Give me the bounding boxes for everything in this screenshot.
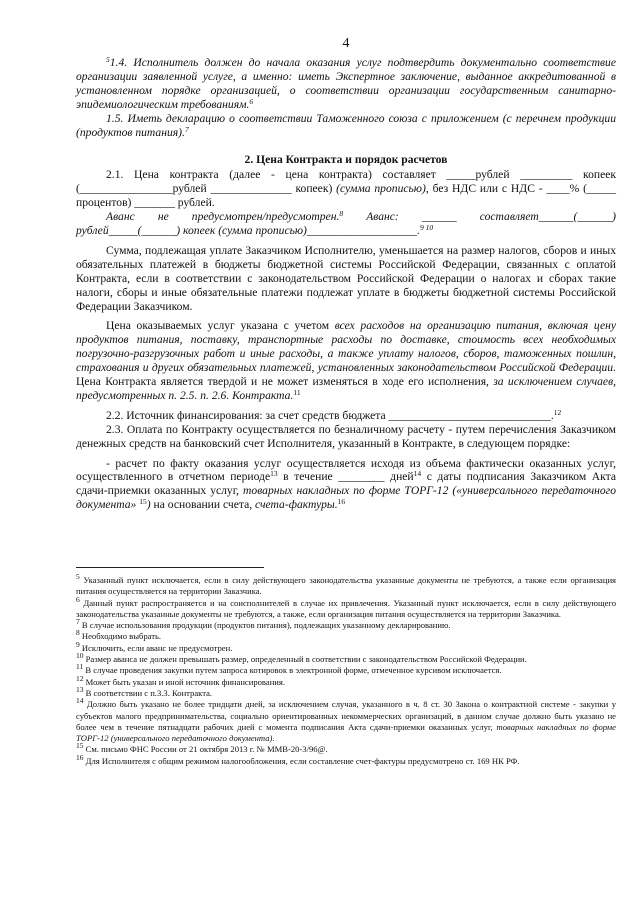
footnote-12: $^{12}$ Может быть указан и иной источник финансирования. <box>76 673 285 687</box>
footnote-5: $^5$ Указанный пункт исключается, если в силу действующего законодательства указанные документы не требуются, а также если организация питания осуществляется на территории Заказчика. <box>76 572 616 597</box>
footnote-ref[interactable]: 6 <box>249 96 254 106</box>
contract-body <box>76 56 616 512</box>
paragraph-cena: Цена оказываемых услуг указана с учетом всех расходов на организацию питания, включая цену продуктов питания, поставку, транспортные расходы по доставке, стоимость всех необходимых погрузочно-разгрузочных работ и иные расходы, а также уплату налогов, сборов, таможенных пошлин, страхования и других обязательных платежей, установленных законодательством Российской Федерации. Цена Контракта является твердой и не может изменяться в ходе его исполнения, за исключением случаев, предусмотренных п. 2.5. п. 2.6. Контракта.$^{11}$ <box>76 319 616 402</box>
footnote-8: $^8$ Необходимо выбрать. <box>76 628 162 642</box>
paragraph-raschet: - расчет по факту оказания услуг осуществляется исходя из объема фактически оказанных услуг, осуществленного в отчетном периоде$^{13}$ в течение ________ дней$^{14}$ с даты подписания Заказчиком Акта сдачи-приемки оказанных услуг, товарных накладных по форме ТОРГ-12 («универсального передаточного документа» $^{15}$) на основании счета, счета-фактуры.$^{16}$ <box>76 456 616 512</box>
footnote-divider <box>76 567 264 568</box>
paragraph-avans: Аванс не предусмотрен/предусмотрен.$^8$ Аванс: ______ составляет______(______) рублей_____(______) копеек (сумма прописью)___________________.$^{9 10}$ <box>76 209 616 237</box>
footnote-ref[interactable]: 8 <box>339 209 344 219</box>
footnote-ref[interactable]: 13 <box>270 469 278 479</box>
paragraph-2-3: 2.3. Оплата по Контракту осуществляется по безналичному расчету - путем перечисления Заказчиком денежных средств на банковский счет Исполнителя, указанный в Контракте, в следующем порядке: <box>76 422 616 450</box>
paragraph-1-4: $^5$1.4. Исполнитель должен до начала оказания услуг подтвердить документально соответствие организации заявленной услуге, а именно: иметь Экспертное заключение, выданное аккредитованной в установленном порядке организацией, о соответствии организации государственным санитарно-эпидемиологическим требованиям.$^6$ <box>76 55 616 111</box>
footnote-ref[interactable]: 14 <box>413 469 422 479</box>
page-number: 4 <box>342 36 350 51</box>
footnote-ref[interactable]: 5 <box>106 55 110 64</box>
footnote-14: $^{14}$ Должно быть указано не более тридцати дней, за исключением случая, указанного в ч. 8 ст. 30 Закона о контрактной системе - закупки у субъектов малого предпринимательства, социально ориентированных некоммерческих организаций, в данном случае должно быть указано не более чем в течение пятнадцати рабочих дней с момента подписания Акта сдачи-приемки оказанных услуг, товарных накладных по форме ТОРГ-12 (универсального передаточного документа). <box>76 696 616 744</box>
paragraph-2-2: 2.2. Источник финансирования: за счет средств бюджета ____________________________.$^{12}$ <box>106 407 562 422</box>
footnote-13: $^{13}$ В соответствии с п.3.3. Контракта. <box>76 684 213 698</box>
footnote-ref[interactable]: 9 10 <box>419 222 434 232</box>
footnote-16: $^{16}$ Для Исполнителя с общим режимом налогообложения, если составление счет-фактуры предусмотрено ст. 169 НК РФ. <box>76 752 520 766</box>
paragraph-summa: Сумма, подлежащая уплате Заказчиком Исполнителю, уменьшается на размер налогов, сборов и иных обязательных платежей в бюджеты бюджетной системы Российской Федерации, связанных с оплатой Контракта, если в соответствии с законодательством Российской Федерации о налогах и сборах такие налоги, сборы и иные обязательные платежи подлежат уплате в бюджеты бюджетной системы Российской Федерации Заказчиком. <box>76 243 616 313</box>
section-2-heading: 2. Цена Контракта и порядок расчетов <box>244 153 448 167</box>
footnote-6: $^6$ Данный пункт распространяется и на соисполнителей в случае их привлечения. Указанный пункт исключается, если в силу действующего законодательства указанные документы не требуются, а также, если организация питания осуществляется на территории Заказчика. <box>76 594 616 619</box>
footnote-11: $^{11}$ В случае проведения закупки путем запроса котировок в электронной форме, отмеченное курсивом исключается. <box>76 662 502 676</box>
footnotes <box>76 572 616 767</box>
footnote-ref[interactable]: 12 <box>553 407 562 417</box>
footnote-ref[interactable]: 16 <box>337 497 346 507</box>
footnote-ref[interactable]: 11 <box>293 387 301 397</box>
paragraph-1-5: 1.5. Иметь декларацию о соответствии Таможенного союза с приложением (с перечнем продукции (продуктов питания).$^7$ <box>76 111 616 139</box>
footnote-15: $^{15}$ См. письмо ФНС России от 21 октября 2013 г. № ММВ-20-3/96@. <box>76 741 328 755</box>
paragraph-2-1: 2.1. Цена контракта (далее - цена контракта) составляет _____рублей _________ копеек (________________рублей ______________ копеек) (сумма прописью), без НДС или с НДС - ____% (_____ процентов) _______ рублей. <box>76 168 617 210</box>
footnote-9: $^9$ Исключить, если аванс не предусмотрен. <box>76 639 233 653</box>
footnote-ref[interactable]: 15 <box>139 497 147 507</box>
footnote-10: $^{10}$ Размер аванса не должен превышать размер, определенный в соответствии с законодательством Российской Федерации. <box>76 651 527 665</box>
footnote-7: $^7$ В случае использования продукции (продуктов питания), подлежащих указанному декларированию. <box>76 617 451 631</box>
footnote-ref[interactable]: 7 <box>184 124 189 134</box>
